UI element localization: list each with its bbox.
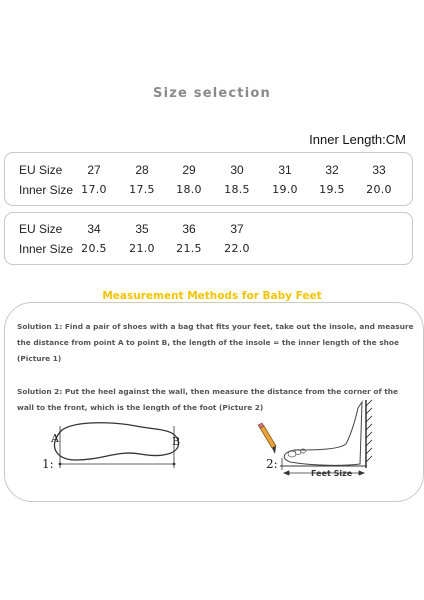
eu-size-cell: 36 [182, 222, 196, 236]
eu-size-cell: 30 [230, 163, 244, 177]
eu-size-cell: 28 [135, 163, 149, 177]
solution-1-line: Solution 1: Find a pair of shoes with a bag that fits your feet, take out the insole, and measure [17, 322, 414, 331]
measurement-methods-title [0, 290, 424, 302]
eu-size-cell: 35 [135, 222, 149, 236]
inner-size-cell: 20.0 [366, 183, 392, 196]
page-title: Size selection [153, 86, 271, 101]
inner-size-cell: 20.5 [81, 242, 107, 255]
eu-size-cell: 33 [372, 163, 386, 177]
wall-hatch-icon [366, 400, 372, 462]
inner-size-cell: 19.0 [272, 183, 298, 196]
picture-2-number: 2: [266, 457, 278, 471]
eu-size-cell: 31 [278, 163, 292, 177]
pencil-icon [258, 423, 276, 454]
eu-size-row [5, 222, 412, 240]
eu-size-label: EU Size [19, 222, 63, 236]
measure-point-a [59, 463, 62, 466]
feet-size-label: Feet Size [311, 469, 353, 478]
eu-size-row [5, 163, 412, 181]
solution-1-line: the distance from point A to point B, the length of the insole = the inner length of the shoe [17, 338, 399, 347]
picture-1-number: 1: [42, 457, 54, 471]
inner-size-label: Inner Size [19, 183, 74, 197]
inner-length-unit-label: Inner Length:CM [309, 132, 406, 147]
inner-size-cell: 18.0 [176, 183, 202, 196]
inner-size-row [5, 242, 412, 260]
solution-2-line: Solution 2: Put the heel against the wall, then measure the distance from the corner of the [17, 387, 399, 396]
solution-2-line: wall to the front, which is the length of the foot (Picture 2) [17, 403, 264, 412]
eu-size-cell: 34 [87, 222, 101, 236]
inner-size-cell: 17.0 [81, 183, 107, 196]
eu-size-cell: 32 [325, 163, 339, 177]
eu-size-label: EU Size [19, 163, 63, 177]
inner-size-cell: 18.5 [224, 183, 250, 196]
measurement-methods-title-text: Measurement Methods for Baby Feet [98, 290, 325, 302]
eu-size-cell: 27 [87, 163, 101, 177]
size-table-2 [4, 212, 413, 265]
inner-size-row [5, 183, 412, 201]
eu-size-cell: 37 [230, 222, 244, 236]
inner-size-cell: 21.5 [176, 242, 202, 255]
eu-size-cell: 29 [182, 163, 196, 177]
inner-size-cell: 22.0 [224, 242, 250, 255]
insole-outline-icon [54, 423, 181, 460]
inner-size-cell: 17.5 [129, 183, 155, 196]
inner-size-label: Inner Size [19, 242, 74, 256]
inner-size-cell: 21.0 [129, 242, 155, 255]
point-b-label: B [172, 435, 181, 448]
solution-1-line: (Picture 1) [17, 354, 62, 363]
inner-size-cell: 19.5 [319, 183, 345, 196]
measure-point-b [173, 463, 176, 466]
size-table-1 [4, 152, 413, 206]
solution-1-text [17, 319, 424, 367]
point-a-label: A [51, 432, 59, 445]
